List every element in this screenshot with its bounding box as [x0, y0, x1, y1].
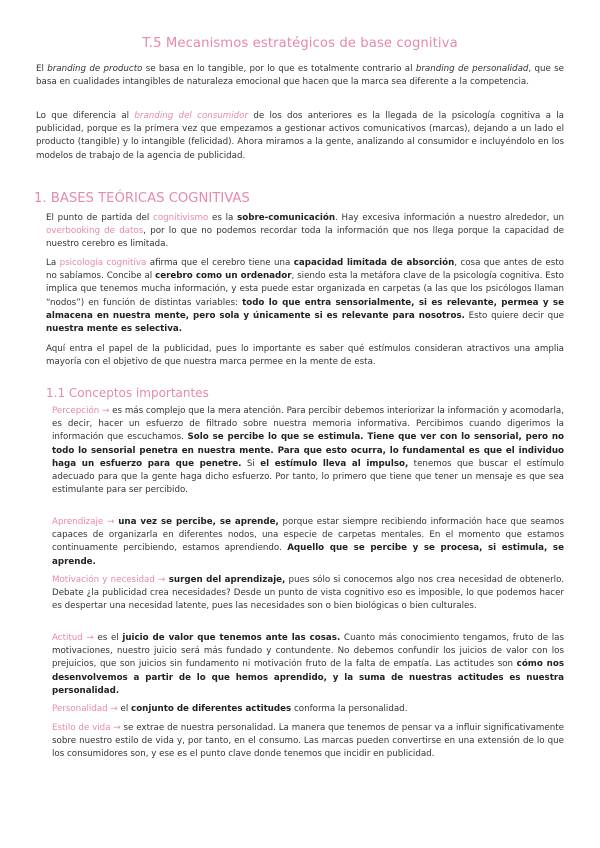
bold-text: el estímulo lleva al impulso,	[260, 458, 409, 469]
bold-text: cerebro como un ordenador	[155, 271, 292, 282]
text: El	[36, 64, 48, 74]
text: porque estar siempre recibiendo información hace que seamos capaces de organizarla en diferentes nodos, una especie de carpetas mentales. En el momento que estamos continuamente percibiendo, estamos aprendiendo.	[52, 517, 564, 554]
text: es la	[208, 213, 238, 223]
concept-term: Aprendizaje →	[52, 517, 115, 527]
subsection-heading: 1.1 Conceptos importantes	[46, 386, 209, 400]
text: , cosa que antes de esto no sabíamos. Concibe al	[46, 258, 564, 282]
concept-percepcion	[52, 405, 564, 497]
text: , que se basa en cualidades intangibles de naturaleza emocional que hacen que la marca sea diferente a la competencia.	[36, 64, 564, 88]
section-paragraph-1	[46, 212, 564, 252]
bold-text: sobre-comunicación	[237, 213, 336, 223]
bold-text: capacidad limitada de absorción	[293, 258, 455, 268]
bold-text: todo lo que entra sensorialmente, si es relevante, permea y se almacena en nuestra mente, pero sola y únicamente si es relevante para nosotros.	[46, 297, 564, 321]
section-paragraph-3: Aquí entra el papel de la publicidad, pues lo importante es saber qué estímulos consideran atractivos una amplia mayoría con el objetivo de que nuestra marca permee en la mente de esta.	[46, 344, 564, 368]
text: se basa en lo tangible, por lo que es totalmente contrario al	[142, 64, 416, 74]
bold-text: surgen del aprendizaje,	[165, 575, 286, 585]
text: tenemos que buscar el estímulo adecuado para que la gente haga dicho esfuerzo. Por tanto, lo primero que tiene que tener un mensaje es que sea estimulante para ser percibido.	[52, 458, 564, 496]
text: pues sólo si conocemos algo nos crea necesidad de obtenerlo. Debate ¿la publicidad crea necesidades? Desde un punto de vista cognitivo eso es imposible, lo que podemos hacer es despertar una necesidad latente, pues las necesidades son o bien biológicas o bien culturales.	[52, 575, 565, 612]
concept-term: Percepción →	[52, 406, 110, 416]
text: conforma la personalidad.	[291, 704, 408, 714]
text: se extrae de nuestra personalidad. La manera que tenemos de pensar va a influir significativamente sobre nuestro estilo de vida y, por tanto, en el consumo. Las marcas pueden convertirse en una extensión de lo que los consumidores son, y ese es el punto clave donde tenemos que incidir en publicidad.	[52, 723, 564, 760]
text: Esto quiere decir que	[464, 310, 565, 321]
bold-text: Solo se percibe lo que se estimula. Tiene que ver con lo sensorial, pero no todo lo sensorial penetra en nuestra mente. Para que esto ocurra, lo fundamental es que el individuo haga un esfuerzo para que penetre.	[52, 432, 564, 469]
bold-text: una vez se percibe, se aprende,	[114, 517, 279, 527]
term-branding-personalidad: branding de personalidad	[415, 64, 529, 74]
bold-text: juicio de valor que tenemos ante las cosas.	[122, 633, 341, 643]
text: Lo que diferencia al	[36, 111, 135, 121]
bold-text: conjunto de diferentes actitudes	[131, 704, 292, 714]
term-branding-consumidor: branding del consumidor	[134, 111, 249, 121]
concept-term: Motivación y necesidad →	[52, 575, 166, 585]
text: El punto de partida del	[46, 213, 154, 223]
concept-personalidad	[52, 703, 564, 716]
text: , por lo que no podemos recordar toda la información que nos llega porque la capacidad de nuestro cerebro es limitada.	[46, 226, 565, 250]
text: afirma que el cerebro tiene una	[146, 258, 294, 268]
term-psicologia-cognitiva: psicología cognitiva	[59, 258, 147, 268]
text: Si	[241, 458, 261, 469]
text: es más complejo que la mera atención. Para percibir debemos interiorizar la información y acomodarla, es decir, hacer un esfuerzo de filtrado sobre nuestra memoria informativa. Percibimos cuando digerimos la información que escuchamos.	[52, 406, 564, 443]
section-heading: 1. BASES TEÓRICAS COGNITIVAS	[34, 191, 250, 206]
text: La	[46, 258, 60, 268]
term-overbooking: overbooking de datos	[46, 226, 144, 237]
text: , siendo esta la metáfora clave de la psicología cognitiva. Esto implica que tenemos mucha información, y esta puede estar organizada en carpetas (a las que los psicólogos llaman “nodos”) en función de distintas variables:	[46, 271, 564, 308]
concept-term: Personalidad →	[52, 704, 118, 714]
term-branding-producto: branding de producto	[47, 64, 143, 74]
bold-text: Aquello que se percibe y se procesa, si estimula, se aprende.	[52, 543, 564, 567]
text: . Hay excesiva información a nuestro alrededor, un	[335, 213, 564, 223]
concept-term: Estilo de vida →	[52, 723, 121, 733]
concept-term: Actitud →	[52, 633, 94, 643]
concept-actitud	[52, 632, 564, 698]
concept-estilo-de-vida	[52, 722, 564, 762]
section-paragraph-2	[46, 257, 564, 336]
intro-paragraph-1	[36, 63, 564, 89]
concept-aprendizaje	[52, 516, 564, 569]
text: el	[117, 704, 132, 714]
text: Cuanto más conocimiento tengamos, fruto de las motivaciones, nuestro juicio será más fundado y contundente. No debemos confundir los juicios de valor con los prejuicios, que son juicios sin fundamento ni motivación fruto de la falta de empatía. Las actitudes son	[52, 633, 565, 670]
bold-text: nuestra mente es selectiva.	[46, 324, 183, 335]
page-title: T.5 Mecanismos estratégicos de base cognitiva	[142, 36, 458, 51]
text: es el	[93, 633, 123, 643]
intro-paragraph-2	[36, 110, 564, 163]
text: de los dos anteriores es la llegada de la psicología cognitiva a la publicidad, porque es la primera vez que empezamos a gestionar activos comunicativos (marcas), dejando a un lado el producto (tangible) y lo intangible (felicidad). Ahora miramos a la gente, analizando al consumidor e incluyéndolo en los modelos de trabajo de la agencia de publicidad.	[36, 111, 564, 161]
concept-motivacion	[52, 574, 564, 614]
bold-text: cómo nos desenvolvemos a partir de lo que hemos aprendido, y la suma de nuestras actitudes es nuestra personalidad.	[52, 659, 564, 696]
term-cognitivismo: cognitivismo	[153, 213, 209, 223]
